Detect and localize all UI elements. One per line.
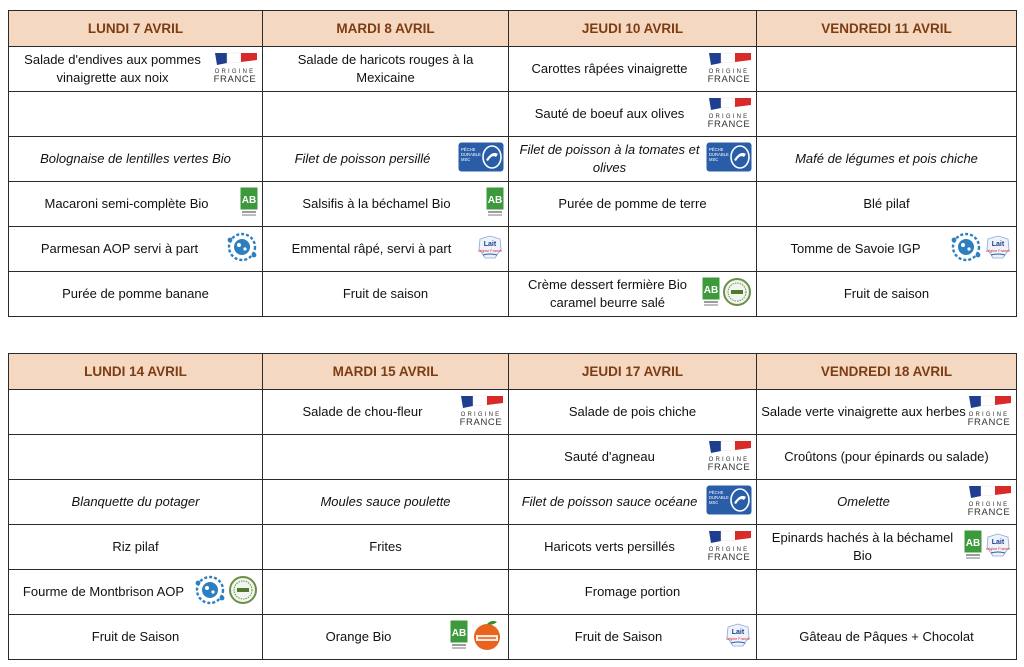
dish-name: Omelette bbox=[837, 494, 890, 509]
dish-name: Epinards hachés à la béchamel Bio bbox=[771, 530, 954, 563]
menu-row bbox=[9, 47, 1017, 92]
menu-cell bbox=[263, 47, 509, 92]
menu-cell bbox=[263, 480, 509, 525]
menu-cell bbox=[263, 390, 509, 435]
dish-name: Croûtons (pour épinards ou salade) bbox=[784, 449, 989, 464]
svg-text:FRANCE: FRANCE bbox=[707, 461, 751, 472]
quality-labels bbox=[702, 277, 752, 312]
day-header: LUNDI 14 AVRIL bbox=[9, 354, 263, 390]
dish-name: Parmesan AOP servi à part bbox=[40, 241, 199, 256]
svg-text:AB: AB bbox=[487, 194, 503, 206]
menu-row bbox=[9, 137, 1017, 182]
day-header-row bbox=[9, 11, 1017, 47]
aop-logo-icon bbox=[950, 231, 982, 268]
dish-name: Fruit de Saison bbox=[91, 629, 180, 644]
menu-cell-content bbox=[757, 182, 1016, 226]
menu-cell bbox=[509, 525, 757, 570]
dish-name: Riz pilaf bbox=[112, 539, 159, 554]
menu-cell bbox=[263, 272, 509, 317]
svg-text:MSC: MSC bbox=[709, 156, 719, 162]
menu-cell-content bbox=[263, 615, 508, 659]
menu-cell-content bbox=[263, 435, 508, 479]
menu-row bbox=[9, 92, 1017, 137]
dish-name: Fourme de Montbrison AOP bbox=[22, 584, 185, 599]
svg-text:AB: AB bbox=[241, 194, 257, 206]
dish-name: Purée de pomme de terre bbox=[558, 196, 707, 211]
quality-labels bbox=[706, 95, 752, 134]
menu-row bbox=[9, 435, 1017, 480]
dish-name: Salade de chou-fleur bbox=[302, 404, 423, 419]
menu-cell bbox=[9, 525, 263, 570]
day-header: VENDREDI 18 AVRIL bbox=[757, 354, 1017, 390]
menu-cell bbox=[263, 570, 509, 615]
day-header: LUNDI 7 AVRIL bbox=[9, 11, 263, 47]
menu-cell bbox=[9, 570, 263, 615]
dish-name: Emmental râpé, servi à part bbox=[291, 241, 452, 256]
dish-name: Salade d'endives aux pommes vinaigrette aux noix bbox=[24, 52, 201, 85]
origine-france-logo-icon bbox=[706, 528, 752, 567]
menu-cell-content bbox=[263, 570, 508, 614]
aop-logo-icon bbox=[226, 231, 258, 268]
menu-cell bbox=[757, 525, 1017, 570]
svg-text:origine France: origine France bbox=[725, 636, 751, 641]
menu-cell-content bbox=[509, 47, 756, 91]
quality-labels bbox=[706, 142, 752, 177]
dish-name: Salade de haricots rouges à la Mexicaine bbox=[297, 52, 474, 85]
svg-text:Lait: Lait bbox=[991, 240, 1005, 248]
label-rouge-logo-icon bbox=[722, 277, 752, 312]
svg-text:FRANCE: FRANCE bbox=[967, 506, 1011, 517]
menu-cell bbox=[757, 47, 1017, 92]
menu-cell-content bbox=[509, 570, 756, 614]
quality-labels bbox=[706, 528, 752, 567]
svg-text:PÊCHE: PÊCHE bbox=[461, 146, 476, 152]
menu-table-week-1 bbox=[8, 10, 1017, 317]
dish-name: Sauté d'agneau bbox=[564, 449, 655, 464]
menu-cell bbox=[9, 92, 263, 137]
menu-cell-content bbox=[509, 435, 756, 479]
svg-text:FRANCE: FRANCE bbox=[707, 551, 751, 562]
menu-cell-content bbox=[9, 182, 262, 226]
menu-cell-content bbox=[509, 227, 756, 271]
dish-name: Salade verte vinaigrette aux herbes bbox=[761, 404, 966, 419]
svg-text:FRANCE: FRANCE bbox=[707, 118, 751, 129]
menu-cell-content bbox=[509, 615, 756, 659]
menu-cell-content bbox=[263, 480, 508, 524]
menu-cell-content bbox=[757, 480, 1016, 524]
menu-cell bbox=[509, 435, 757, 480]
menu-row bbox=[9, 390, 1017, 435]
dish-name: Fruit de saison bbox=[342, 286, 429, 301]
svg-text:FRANCE: FRANCE bbox=[213, 73, 257, 84]
aop-logo-icon bbox=[194, 574, 226, 611]
dish-name: Crème dessert fermière Bio caramel beurre salé bbox=[528, 277, 687, 310]
dish-name: Filet de poisson à la tomates et olives bbox=[519, 142, 700, 175]
menu-cell bbox=[263, 525, 509, 570]
svg-text:Lait: Lait bbox=[483, 240, 497, 248]
day-header-row bbox=[9, 354, 1017, 390]
menu-cell-content bbox=[263, 272, 508, 316]
dish-name: Purée de pomme banane bbox=[62, 286, 209, 301]
svg-text:MSC: MSC bbox=[461, 156, 471, 162]
ab-logo-icon bbox=[486, 187, 504, 222]
quality-labels bbox=[950, 231, 1012, 268]
dish-name: Blé pilaf bbox=[863, 196, 910, 211]
menu-cell-content bbox=[757, 227, 1016, 271]
menu-cell-content bbox=[9, 272, 262, 316]
dish-name: Salade de pois chiche bbox=[568, 404, 697, 419]
msc-logo-icon bbox=[706, 142, 752, 177]
svg-text:FRANCE: FRANCE bbox=[459, 416, 503, 427]
menu-cell-content bbox=[509, 182, 756, 226]
svg-text:Lait: Lait bbox=[991, 538, 1005, 546]
menu-row bbox=[9, 272, 1017, 317]
svg-text:FRANCE: FRANCE bbox=[707, 73, 751, 84]
svg-text:AB: AB bbox=[451, 627, 467, 639]
day-header: VENDREDI 11 AVRIL bbox=[757, 11, 1017, 47]
svg-text:DURABLE: DURABLE bbox=[709, 151, 729, 157]
ab-logo-icon bbox=[450, 620, 468, 655]
lait-france-logo-icon bbox=[724, 621, 752, 654]
menu-cell bbox=[509, 47, 757, 92]
menu-cell-content bbox=[757, 47, 1016, 91]
menu-table-week-2 bbox=[8, 353, 1017, 660]
ab-logo-icon bbox=[702, 277, 720, 312]
menu-cell bbox=[757, 435, 1017, 480]
svg-text:ORIGINE: ORIGINE bbox=[968, 411, 1010, 418]
menu-row bbox=[9, 182, 1017, 227]
menu-cell bbox=[757, 227, 1017, 272]
menu-row bbox=[9, 570, 1017, 615]
menu-cell-content bbox=[263, 182, 508, 226]
dish-name: Mafé de légumes et pois chiche bbox=[795, 151, 978, 166]
menu-row bbox=[9, 525, 1017, 570]
menu-cell bbox=[9, 615, 263, 660]
menu-cell-content bbox=[263, 390, 508, 434]
quality-labels bbox=[476, 233, 504, 266]
label-rouge-logo-icon bbox=[228, 575, 258, 610]
svg-text:Lait: Lait bbox=[731, 628, 745, 636]
menu-cell bbox=[9, 137, 263, 182]
fruits-france-logo-icon bbox=[470, 618, 504, 657]
menu-cell bbox=[757, 480, 1017, 525]
menu-cell-content bbox=[9, 525, 262, 569]
quality-labels bbox=[226, 231, 258, 268]
dish-name: Fruit de saison bbox=[843, 286, 930, 301]
menu-cell-content bbox=[9, 480, 262, 524]
menu-cell-content bbox=[509, 137, 756, 181]
origine-france-logo-icon bbox=[706, 95, 752, 134]
dish-name: Blanquette du potager bbox=[71, 494, 200, 509]
ab-logo-icon bbox=[964, 530, 982, 565]
day-header: JEUDI 17 AVRIL bbox=[509, 354, 757, 390]
quality-labels bbox=[966, 393, 1012, 432]
menu-cell-content bbox=[263, 47, 508, 91]
menu-cell-content bbox=[509, 272, 756, 316]
svg-text:origine France: origine France bbox=[985, 546, 1011, 551]
menu-cell bbox=[509, 182, 757, 227]
dish-name: Filet de poisson sauce océane bbox=[521, 494, 698, 509]
menu-cell-content bbox=[9, 137, 262, 181]
msc-logo-icon bbox=[458, 142, 504, 177]
menu-cell-content bbox=[509, 525, 756, 569]
quality-labels bbox=[964, 530, 1012, 565]
menu-cell bbox=[263, 615, 509, 660]
origine-france-logo-icon bbox=[706, 438, 752, 477]
svg-text:AB: AB bbox=[965, 537, 981, 549]
menu-cell bbox=[509, 272, 757, 317]
day-header: MARDI 15 AVRIL bbox=[263, 354, 509, 390]
menu-cell bbox=[9, 47, 263, 92]
menu-cell-content bbox=[9, 92, 262, 136]
quality-labels bbox=[212, 50, 258, 89]
menu-cell-content bbox=[9, 47, 262, 91]
menu-cell-content bbox=[757, 525, 1016, 569]
menu-cell bbox=[9, 435, 263, 480]
menu-cell-content bbox=[757, 92, 1016, 136]
menu-cell bbox=[9, 480, 263, 525]
svg-text:DURABLE: DURABLE bbox=[461, 151, 481, 157]
dish-name: Sauté de boeuf aux olives bbox=[534, 106, 685, 121]
menu-cell bbox=[9, 182, 263, 227]
svg-text:ORIGINE: ORIGINE bbox=[968, 501, 1010, 508]
menu-cell-content bbox=[509, 480, 756, 524]
origine-france-logo-icon bbox=[966, 393, 1012, 432]
lait-france-logo-icon bbox=[984, 233, 1012, 266]
quality-labels bbox=[706, 438, 752, 477]
lait-france-logo-icon bbox=[984, 531, 1012, 564]
menu-cell bbox=[757, 272, 1017, 317]
quality-labels bbox=[486, 187, 504, 222]
quality-labels bbox=[240, 187, 258, 222]
dish-name: Salsifis à la béchamel Bio bbox=[302, 196, 451, 211]
menu-row bbox=[9, 615, 1017, 660]
menu-cell-content bbox=[9, 570, 262, 614]
menu-cell bbox=[509, 137, 757, 182]
menu-row bbox=[9, 227, 1017, 272]
menu-cell bbox=[509, 92, 757, 137]
dish-name: Gâteau de Pâques + Chocolat bbox=[799, 629, 974, 644]
dish-name: Fruit de Saison bbox=[574, 629, 663, 644]
svg-text:AB: AB bbox=[703, 284, 719, 296]
svg-text:PÊCHE: PÊCHE bbox=[709, 489, 724, 495]
menu-cell bbox=[509, 570, 757, 615]
svg-text:ORIGINE: ORIGINE bbox=[214, 68, 256, 75]
menu-cell-content bbox=[757, 570, 1016, 614]
svg-text:PÊCHE: PÊCHE bbox=[709, 146, 724, 152]
quality-labels bbox=[706, 485, 752, 520]
menu-cell bbox=[757, 390, 1017, 435]
menu-cell bbox=[757, 570, 1017, 615]
menu-cell bbox=[757, 137, 1017, 182]
menu-cell-content bbox=[757, 390, 1016, 434]
lait-france-logo-icon bbox=[476, 233, 504, 266]
day-header: JEUDI 10 AVRIL bbox=[509, 11, 757, 47]
svg-text:ORIGINE: ORIGINE bbox=[460, 411, 502, 418]
origine-france-logo-icon bbox=[212, 50, 258, 89]
quality-labels bbox=[724, 621, 752, 654]
menu-cell bbox=[757, 92, 1017, 137]
origine-france-logo-icon bbox=[966, 483, 1012, 522]
menu-cell bbox=[757, 615, 1017, 660]
menu-cell-content bbox=[757, 435, 1016, 479]
svg-text:MSC: MSC bbox=[709, 499, 719, 505]
quality-labels bbox=[458, 142, 504, 177]
menu-cell-content bbox=[263, 525, 508, 569]
menu-cell bbox=[9, 390, 263, 435]
svg-text:ORIGINE: ORIGINE bbox=[708, 546, 750, 553]
menu-cell-content bbox=[509, 92, 756, 136]
dish-name: Orange Bio bbox=[325, 629, 392, 644]
day-header: MARDI 8 AVRIL bbox=[263, 11, 509, 47]
dish-name: Fromage portion bbox=[584, 584, 681, 599]
menu-cell-content bbox=[263, 92, 508, 136]
menu-cell-content bbox=[9, 390, 262, 434]
menu-cell-content bbox=[509, 390, 756, 434]
svg-text:origine France: origine France bbox=[477, 248, 503, 253]
svg-text:DURABLE: DURABLE bbox=[709, 494, 729, 500]
menu-cell-content bbox=[757, 272, 1016, 316]
menu-cell-content bbox=[757, 615, 1016, 659]
menu-cell bbox=[263, 137, 509, 182]
dish-name: Carottes râpées vinaigrette bbox=[531, 61, 688, 76]
dish-name: Macaroni semi-complète Bio bbox=[44, 196, 209, 211]
svg-text:origine France: origine France bbox=[985, 248, 1011, 253]
menu-cell bbox=[509, 615, 757, 660]
origine-france-logo-icon bbox=[706, 50, 752, 89]
menu-cell bbox=[263, 92, 509, 137]
origine-france-logo-icon bbox=[458, 393, 504, 432]
menu-cell bbox=[509, 390, 757, 435]
ab-logo-icon bbox=[240, 187, 258, 222]
menu-cell-content bbox=[9, 615, 262, 659]
msc-logo-icon bbox=[706, 485, 752, 520]
quality-labels bbox=[706, 50, 752, 89]
dish-name: Moules sauce poulette bbox=[320, 494, 451, 509]
menu-row bbox=[9, 480, 1017, 525]
quality-labels bbox=[194, 574, 258, 611]
quality-labels bbox=[458, 393, 504, 432]
svg-text:FRANCE: FRANCE bbox=[967, 416, 1011, 427]
menu-cell-content bbox=[263, 137, 508, 181]
menu-cell bbox=[9, 227, 263, 272]
dish-name: Bolognaise de lentilles vertes Bio bbox=[40, 151, 231, 166]
dish-name: Frites bbox=[369, 539, 402, 554]
quality-labels bbox=[966, 483, 1012, 522]
menu-cell bbox=[263, 182, 509, 227]
dish-name: Tomme de Savoie IGP bbox=[790, 241, 921, 256]
menu-cell bbox=[509, 227, 757, 272]
menu-cell-content bbox=[9, 435, 262, 479]
menu-cell bbox=[263, 227, 509, 272]
menu-cell-content bbox=[9, 227, 262, 271]
dish-name: Filet de poisson persillé bbox=[294, 151, 431, 166]
menu-cell bbox=[509, 480, 757, 525]
menu-cell-content bbox=[757, 137, 1016, 181]
svg-text:ORIGINE: ORIGINE bbox=[708, 113, 750, 120]
menu-cell bbox=[757, 182, 1017, 227]
dish-name: Haricots verts persillés bbox=[544, 539, 675, 554]
menu-cell bbox=[9, 272, 263, 317]
quality-labels bbox=[450, 618, 504, 657]
menu-cell-content bbox=[263, 227, 508, 271]
svg-text:ORIGINE: ORIGINE bbox=[708, 456, 750, 463]
svg-text:ORIGINE: ORIGINE bbox=[708, 68, 750, 75]
menu-cell bbox=[263, 435, 509, 480]
